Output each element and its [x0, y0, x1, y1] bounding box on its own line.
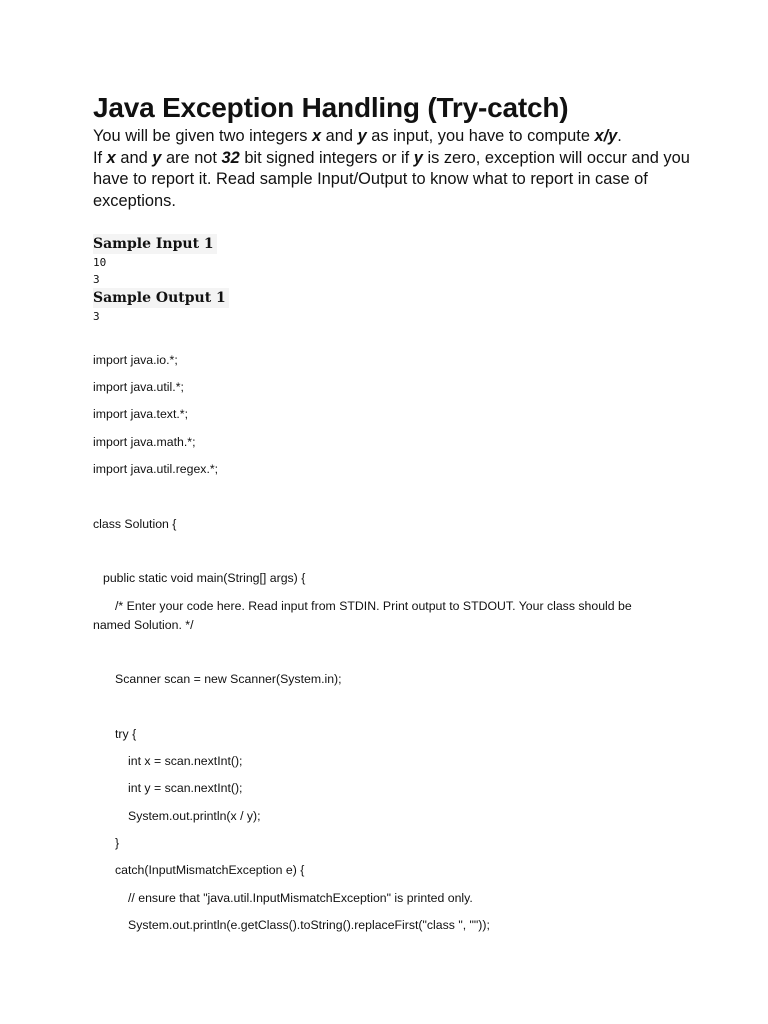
- sample-input-line: 3: [93, 273, 100, 286]
- bit-count: 32: [221, 148, 240, 167]
- intro-text-8: bit signed integers or if: [239, 148, 414, 167]
- sample-output-line: 3: [93, 310, 100, 323]
- code-line: Scanner scan = new Scanner(System.in);: [115, 672, 342, 686]
- var-y: y: [357, 127, 367, 145]
- code-line: int y = scan.nextInt();: [128, 781, 243, 795]
- intro-text-1: You will be given two integers: [93, 127, 312, 145]
- sample-input-line: 10: [93, 256, 107, 269]
- code-line: }: [115, 836, 120, 850]
- document-title: Java Exception Handling (Try-catch): [93, 92, 569, 123]
- intro-text-7: are not: [161, 148, 222, 167]
- intro-text-2: and: [321, 127, 358, 145]
- code-line: named Solution. */: [93, 618, 194, 632]
- var-x: x: [311, 127, 322, 145]
- code-line: // ensure that "java.util.InputMismatchException" is printed only.: [128, 891, 473, 905]
- code-line: import java.util.*;: [93, 380, 184, 394]
- sample-input-heading: Sample Input 1: [93, 234, 217, 254]
- code-line: import java.io.*;: [93, 353, 178, 367]
- code-line: catch(InputMismatchException e) {: [115, 863, 305, 877]
- intro-text-5: If: [93, 148, 107, 167]
- var-y-3: y: [413, 148, 423, 167]
- intro-text-6: and: [115, 148, 153, 167]
- var-xy: x/y: [594, 127, 618, 145]
- code-line: System.out.println(e.getClass().toString().replaceFirst("class ", ""));: [128, 918, 490, 932]
- var-x-2: x: [106, 148, 116, 167]
- code-line: class Solution {: [93, 517, 177, 531]
- code-line: try {: [115, 727, 137, 741]
- sample-output-heading: Sample Output 1: [93, 288, 229, 308]
- code-line: int x = scan.nextInt();: [128, 754, 243, 768]
- code-line: import java.math.*;: [93, 435, 196, 449]
- code-line: public static void main(String[] args) {: [103, 571, 306, 585]
- code-line: import java.text.*;: [93, 407, 188, 421]
- var-y-2: y: [152, 148, 162, 167]
- intro-text-9: is zero, exception will occur and you have to report it. Read sample Input/Output to know what to report in case of exceptions.: [93, 148, 690, 210]
- code-line: /* Enter your code here. Read input from STDIN. Print output to STDOUT. Your class should be: [115, 599, 632, 613]
- intro-text-3: as input, you have to compute: [366, 127, 595, 145]
- code-line: import java.util.regex.*;: [93, 462, 219, 476]
- code-block: [93, 0, 713, 1024]
- intro-text-4: .: [617, 127, 622, 145]
- code-line: System.out.println(x / y);: [128, 809, 261, 823]
